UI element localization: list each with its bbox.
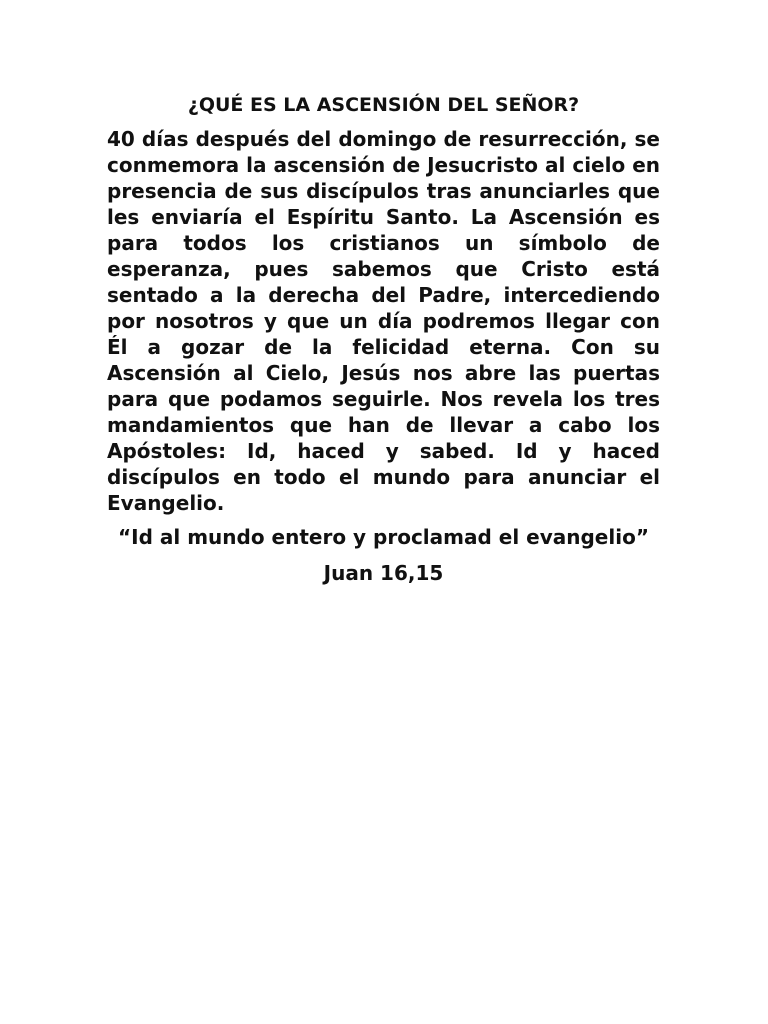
body-paragraph: 40 días después del domingo de resurrección, se conmemora la ascensión de Jesucristo al cielo en presencia de sus discípulos tras anunciarles que les enviaría el Espíritu Santo. La Ascensión es para todos los cristianos un símbolo de esperanza, pues sabemos que Cristo está sentado a la derecha del Padre, intercediendo por nosotros y que un día podremos llegar con Él a gozar de la felicidad eterna. Con su Ascensión al Cielo, Jesús nos abre las puertas para que podamos seguirle. Nos revela los tres mandamientos que han de llevar a cabo los Apóstoles: Id, haced y sabed. Id y haced discípulos en todo el mundo para anunciar el Evangelio. <box>107 127 660 515</box>
document-page <box>107 92 660 586</box>
scripture-citation: Juan 16,15 <box>323 561 444 585</box>
scripture-quote: “Id al mundo entero y proclamad el evangelio” <box>118 525 649 549</box>
document-title: ¿QUÉ ES LA ASCENSIÓN DEL SEÑOR? <box>187 94 580 116</box>
